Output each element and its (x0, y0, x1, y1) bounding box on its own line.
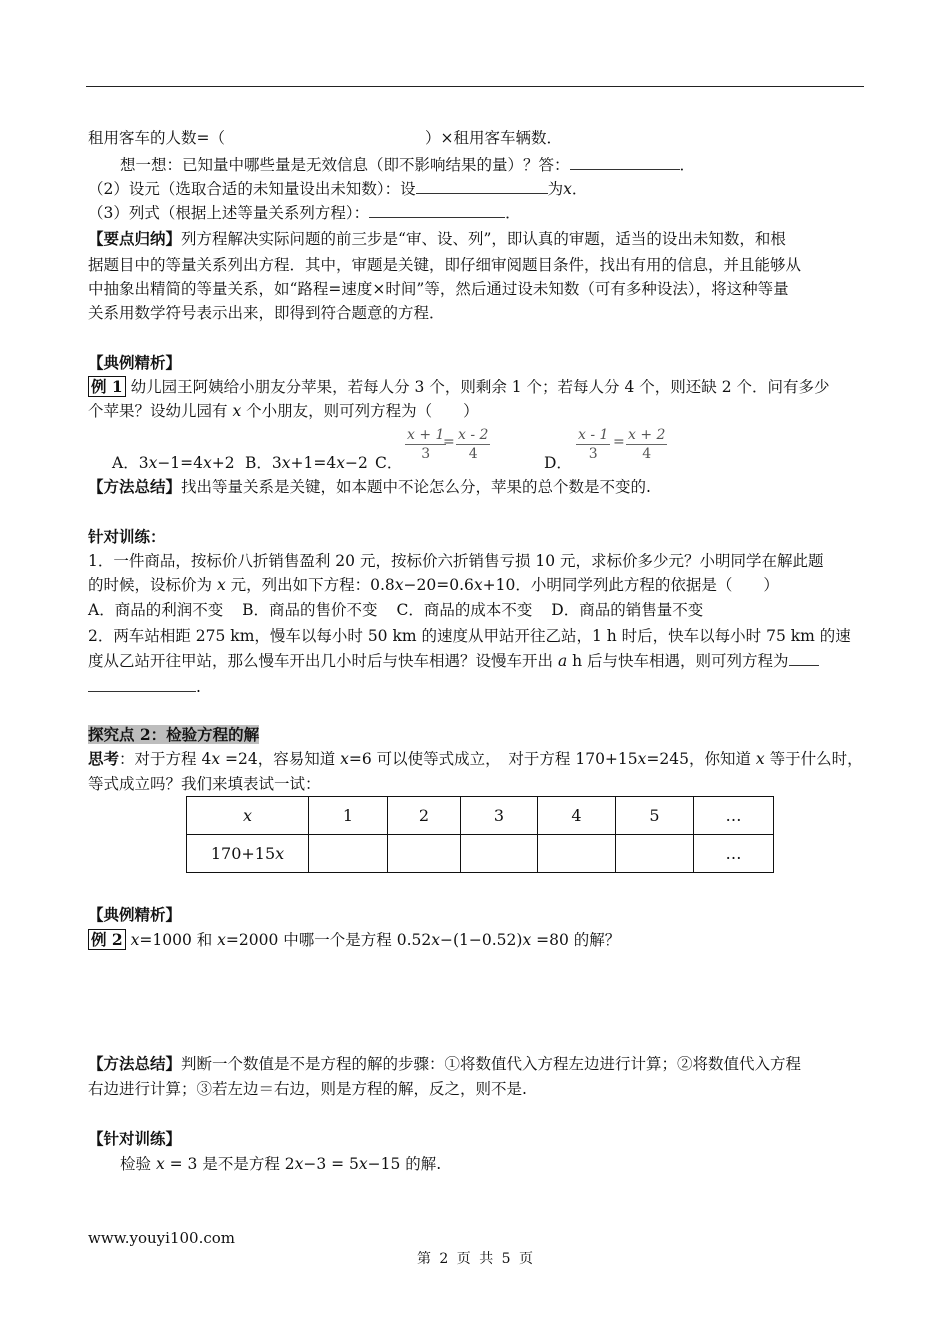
denominator: 4 (468, 446, 478, 462)
question-2-line-1: 2．两车站相距 275 km，慢车以每小时 50 km 的速度从甲站开往乙站，1 h 时后，快车以每小时 75 km 的速 (88, 627, 851, 645)
text-fragment: ． (679, 156, 696, 174)
example-1-line-1 (88, 377, 866, 397)
text-line-rental (88, 128, 866, 148)
table-cell[interactable] (461, 835, 538, 873)
method-label: 【方法总结】 (88, 1054, 182, 1073)
method-summary-2-line-1: 【方法总结】判断一个数值是不是方程的解的步骤：①将数值代入方程左边进行计算；②将数值代入方程 (88, 1054, 802, 1073)
text-fragment: 租用客车的人数=（ (88, 129, 225, 147)
question-2-line-2: 度从乙站开往甲站，那么慢车开出几小时后与快车相遇？设慢车开出 a h 后与快车相遇，则可列方程为 (88, 651, 866, 671)
training-heading: 针对训练： (88, 527, 166, 546)
text-fragment: 个小朋友，则可列方程为（ ） (241, 402, 479, 420)
table-cell: 2 (388, 797, 461, 835)
table-cell[interactable] (388, 835, 461, 873)
answer-blank (416, 179, 548, 194)
summary-line-3: 中抽象出精简的等量关系，如“路程=速度×时间”等，然后通过设未知数（可有多种设法），将这种等量 (88, 280, 789, 298)
section-2-title (88, 725, 866, 745)
think-line-1: 思考：对于方程 4x =24，容易知道 x=6 可以使等式成立， 对于方程 170+15x=245，你知道 x 等于什么时， (88, 749, 863, 768)
text-fragment: （3）列式（根据上述等量关系列方程）： (88, 204, 370, 222)
text-line-set-unknown (88, 179, 866, 199)
text-fragment: ． (571, 180, 588, 198)
example-2-line: 例 2 x=1000 和 x=2000 中哪一个是方程 0.52x−(1−0.52)x =80 的解？ (88, 930, 866, 950)
text-fragment: 找出等量关系是关键，如本题中不论怎么分，苹果的总个数是不变的. (181, 478, 651, 496)
numerator: x + 1 (407, 427, 445, 443)
option-d: D．商品的销售量不变 (551, 601, 704, 619)
training-2-question: 检验 x = 3 是不是方程 2x−3 = 5x−15 的解. (120, 1155, 442, 1173)
table-cell[interactable] (309, 835, 388, 873)
text-line-think (120, 155, 898, 175)
variable: x (232, 402, 242, 420)
text-fragment: 幼儿园王阿姨给小朋友分苹果，若每人分 3 个，则剩余 1 个；若每人分 4 个，则还缺 2 个．问有多少 (130, 378, 830, 396)
option-c: C． (375, 454, 403, 472)
table-cell: 1 (309, 797, 388, 835)
header-rule (86, 86, 864, 87)
text-fragment: ． (505, 204, 521, 222)
blank-space (225, 129, 425, 143)
question-2-line-3: . (88, 677, 866, 697)
footer-url: www.youyi100.com (88, 1229, 235, 1247)
table-cell[interactable] (538, 835, 616, 873)
equals-sign: = (443, 434, 455, 450)
summary-line-1 (88, 229, 866, 249)
table-cell: 170+15x (187, 835, 309, 873)
example-tag: 例 2 (88, 929, 126, 950)
text-fragment: 为 (547, 180, 564, 198)
answer-blank (570, 155, 680, 170)
question-1-line-2: 的时候，设标价为 x 元，列出如下方程：0.8x−20=0.6x+10．小明同学列此方程的依据是（ ） (88, 576, 779, 594)
text-fragment: ）×租用客车辆数． (425, 129, 562, 147)
denominator: 3 (421, 446, 431, 462)
section-heading-example: 【典例精析】 (88, 905, 182, 924)
answer-blank (88, 677, 196, 692)
summary-line-2: 据题目中的等量关系列出方程．其中，审题是关键，即仔细审阅题目条件，找出有用的信息，并且能够从 (88, 256, 802, 274)
option-d: D． (544, 454, 572, 472)
example-1-line-2 (88, 401, 866, 421)
option-a: A．商品的利润不变 (88, 601, 224, 619)
example-tag: 例 1 (88, 376, 126, 397)
table-cell: 4 (538, 797, 616, 835)
table-row (187, 797, 774, 835)
method-summary-2-line-2: 右边进行计算；③若左边＝右边，则是方程的解，反之，则不是. (88, 1080, 527, 1098)
trial-table (186, 796, 774, 873)
think-line-2: 等式成立吗？我们来填表试一试： (88, 775, 321, 793)
option-b: B．3x+1=4x−2 (245, 454, 368, 472)
denominator: 3 (588, 446, 598, 462)
question-1-line-1: 1．一件商品，按标价八折销售盈利 20 元，按标价六折销售亏损 10 元，求标价多少元？小明同学在解此题 (88, 552, 824, 570)
method-label: 【方法总结】 (88, 477, 182, 496)
table-cell: … (694, 797, 774, 835)
page-number: 第 2 页 共 5 页 (416, 1251, 534, 1267)
text-fragment: 个苹果？设幼儿园有 (88, 402, 233, 420)
section-heading-example: 【典例精析】 (88, 353, 182, 372)
numerator: x - 1 (578, 427, 609, 443)
numerator: x + 2 (628, 427, 666, 443)
section-title: 探究点 2：检验方程的解 (88, 725, 260, 744)
text-line-equation (88, 203, 866, 223)
table-cell: 5 (616, 797, 694, 835)
option-c: C．商品的成本不变 (396, 601, 533, 619)
table-cell[interactable] (616, 835, 694, 873)
summary-label: 【要点归纳】 (88, 229, 182, 248)
table-cell: 3 (461, 797, 538, 835)
method-summary-1 (88, 477, 866, 497)
text-fragment: 列方程解决实际问题的前三步是“审、设、列”，即认真的审题，适当的设出未知数，和根 (181, 230, 786, 248)
answer-blank (789, 651, 819, 666)
option-b: B．商品的售价不变 (242, 601, 378, 619)
table-cell: x (187, 797, 309, 835)
variable: x (563, 180, 572, 198)
answer-blank (369, 203, 505, 218)
option-a: A．3x−1=4x+2 (112, 454, 235, 472)
question-1-options (88, 600, 866, 620)
equals-sign: = (613, 434, 625, 450)
text-fragment: 想一想：已知量中哪些量是无效信息（即不影响结果的量）？答： (120, 156, 570, 174)
summary-line-4: 关系用数学符号表示出来，即得到符合题意的方程． (88, 304, 445, 322)
table-row (187, 835, 774, 873)
training-heading-2: 【针对训练】 (88, 1129, 182, 1148)
numerator: x - 2 (458, 427, 489, 443)
denominator: 4 (642, 446, 652, 462)
table-cell: … (694, 835, 774, 873)
text-fragment: （2）设元（选取合适的未知量设出未知数）：设 (88, 180, 416, 198)
